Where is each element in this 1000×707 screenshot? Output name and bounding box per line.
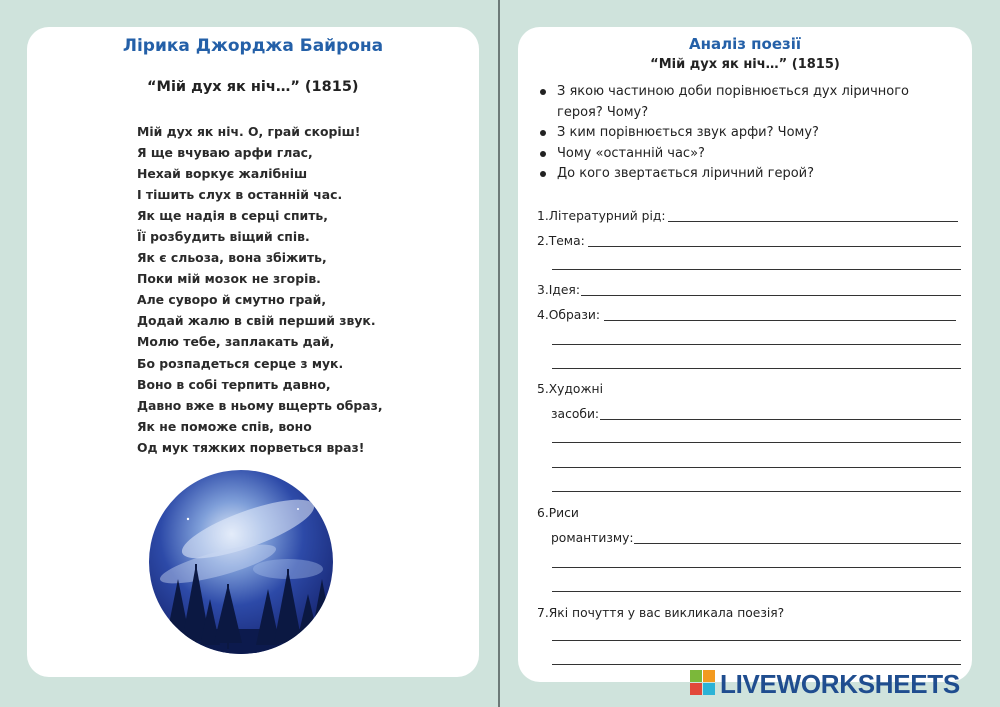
poem-line: Як не поможе спів, воно — [137, 418, 312, 434]
answer-line-means[interactable] — [600, 419, 961, 420]
answer-line-images[interactable] — [604, 320, 956, 321]
answer-line-feelings-2[interactable] — [552, 664, 961, 665]
liveworksheets-logo[interactable] — [690, 668, 990, 698]
question-item: З якою частиною доби порівнюється дух ліричного — [540, 82, 909, 103]
answer-line-genus[interactable] — [668, 221, 958, 222]
answer-line-images-2[interactable] — [552, 344, 961, 345]
poem-line: Давно вже в ньому вщерть образ, — [137, 397, 383, 413]
answer-line-means-2[interactable] — [552, 442, 961, 443]
question-item: Чому «останній час»? — [540, 144, 909, 165]
poem-line: Її розбудить віщий спів. — [137, 229, 310, 245]
liveworksheets-logo-icon — [690, 670, 716, 696]
bullet-icon — [540, 151, 546, 157]
analysis-subtitle: “Мій дух як ніч…” (1815) — [650, 57, 840, 72]
poem-line: Нехай воркує жалібніш — [137, 166, 308, 182]
answer-line-feelings[interactable] — [552, 640, 961, 641]
task-artistic-means-2: засоби: — [551, 407, 600, 421]
poem-line: Од мук тяжких порветься враз! — [137, 439, 365, 455]
logo-text: LIVEWORKSHEETS — [720, 669, 960, 699]
left-page — [27, 27, 479, 677]
poem-line: Додай жалю в свій перший звук. — [137, 313, 376, 329]
answer-line-idea[interactable] — [581, 295, 961, 296]
answer-line-means-3[interactable] — [552, 467, 961, 468]
task-romanticism-2: романтизму: — [551, 531, 634, 545]
poem-line: Мій дух як ніч. О, грай скоріш! — [137, 124, 361, 139]
answer-line-romanticism[interactable] — [634, 543, 961, 544]
right-page — [518, 27, 972, 682]
night-sky-illustration — [148, 469, 334, 655]
poem-text — [137, 121, 383, 458]
answer-line-romanticism-2[interactable] — [552, 567, 961, 568]
bullet-icon — [540, 130, 546, 136]
task-theme: 2.Тема: — [537, 234, 585, 248]
question-list — [540, 82, 909, 185]
poem-line: Поки мій мозок не згорів. — [137, 271, 321, 287]
answer-line-images-3[interactable] — [552, 368, 961, 369]
answer-line-theme[interactable] — [588, 246, 961, 247]
poem-line: Бо розпадеться серце з мук. — [137, 355, 344, 371]
poem-line: Молю тебе, заплакать дай, — [137, 334, 335, 350]
poem-line: Як ще надія в серці спить, — [137, 208, 328, 224]
poem-line: Воно в собі терпить давно, — [137, 376, 331, 392]
page-title: Лірика Джорджа Байрона — [122, 36, 384, 56]
task-idea: 3.Ідея: — [537, 283, 580, 297]
poem-line: Але суворо й смутно грай, — [137, 292, 327, 308]
book-spine — [498, 0, 500, 707]
analysis-title: Аналіз поезії — [688, 35, 801, 53]
answer-line-means-4[interactable] — [552, 491, 961, 492]
poem-line: Як є сльоза, вона збіжить, — [137, 250, 327, 266]
bullet-icon — [540, 171, 546, 177]
task-literary-genus: 1.Літературний рід: — [537, 209, 666, 223]
task-images: 4.Образи: — [537, 308, 601, 322]
answer-line-theme-2[interactable] — [552, 269, 961, 270]
task-feelings: 7.Які почуття у вас викликала поезія? — [537, 606, 785, 620]
question-item: До кого звертається ліричний герой? — [540, 164, 909, 185]
question-item: З ким порівнюється звук арфи? Чому? — [540, 123, 909, 144]
task-romanticism: 6.Риси — [537, 506, 579, 520]
question-item-continued: героя? Чому? — [557, 104, 649, 120]
answer-line-romanticism-3[interactable] — [552, 591, 961, 592]
task-artistic-means: 5.Художні — [537, 382, 603, 396]
poem-title: “Мій дух як ніч…” (1815) — [147, 79, 359, 95]
poem-line: І тішить слух в останній час. — [137, 187, 343, 203]
poem-line: Я ще вчуваю арфи глас, — [137, 145, 313, 161]
bullet-icon — [540, 89, 546, 95]
